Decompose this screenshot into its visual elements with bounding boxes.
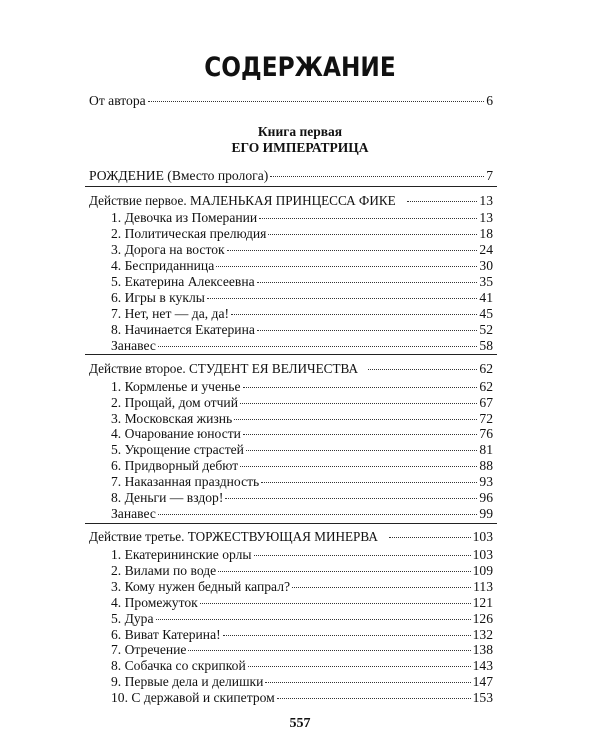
- toc-chapter-label: 6. Игры в куклы: [111, 289, 205, 305]
- leader-dots: [158, 346, 478, 347]
- toc-chapter-label: 1. Кормленье и ученье: [111, 378, 241, 394]
- toc-part-page: 103: [472, 529, 493, 545]
- toc-entry-prologue: [89, 167, 493, 184]
- toc-chapter-page: 72: [479, 410, 493, 426]
- leader-dots: [246, 450, 477, 451]
- toc-chapter: [111, 273, 493, 290]
- toc-chapter: [111, 594, 493, 611]
- toc-chapter-page: 24: [479, 242, 493, 258]
- toc-chapter: [111, 209, 493, 226]
- toc-chapter-page: 103: [472, 547, 493, 562]
- toc-chapter: [111, 689, 493, 706]
- leader-dots: [231, 314, 477, 315]
- toc-chapter-label: 3. Московская жизнь: [111, 410, 233, 426]
- toc-chapter-label: 4. Очарование юности: [111, 426, 241, 442]
- toc-chapter-page: 147: [472, 674, 493, 690]
- toc-chapter: [111, 673, 493, 690]
- toc-chapter-label: 4. Промежуток: [111, 594, 198, 610]
- leader-dots: [292, 587, 471, 588]
- leader-dots: [216, 266, 477, 267]
- book-heading-line2: ЕГО ИМПЕРАТРИЦА: [231, 140, 369, 155]
- toc-chapter-page: 45: [479, 305, 493, 321]
- leader-dots: [225, 498, 477, 499]
- toc-part-page: 13: [479, 192, 493, 208]
- toc-chapter-page: 132: [472, 626, 493, 642]
- toc-chapter-label: 6. Придворный дебют: [111, 458, 239, 474]
- toc-chapter-page: 126: [472, 610, 493, 626]
- leader-dots: [243, 434, 477, 435]
- leader-dots: [223, 635, 471, 636]
- toc-entry-page: 7: [486, 168, 493, 183]
- toc-chapter-page: 99: [479, 505, 493, 521]
- toc-chapter-label: 6. Виват Катерина!: [111, 626, 221, 642]
- leader-dots: [261, 482, 477, 483]
- toc-chapter: [111, 378, 493, 395]
- toc-chapter-label: 1. Екатерининские орлы: [111, 547, 252, 562]
- toc-chapter-label: Занавес: [111, 505, 156, 521]
- toc-chapter: [111, 546, 493, 563]
- toc-chapter: [111, 489, 493, 506]
- toc-chapter: [111, 610, 493, 627]
- toc-chapter-label: 1. Девочка из Померании: [111, 210, 258, 226]
- toc-chapter-page: 121: [472, 594, 493, 610]
- toc-chapter-label: 3. Кому нужен бедный капрал?: [111, 578, 291, 594]
- toc-chapter-label: 2. Вилами по воде: [111, 562, 217, 578]
- toc-chapter-page: 58: [479, 337, 493, 353]
- toc-entry-preface: [89, 92, 493, 109]
- toc-entry-page: 6: [486, 93, 493, 108]
- toc-chapter: [111, 241, 493, 258]
- section-divider: [85, 186, 497, 187]
- toc-chapter-label: 2. Прощай, дом отчий: [111, 394, 238, 410]
- toc-chapter-page: 93: [479, 474, 493, 489]
- toc-chapter: [111, 562, 493, 579]
- leader-dots: [257, 282, 478, 283]
- toc-chapter-label: 8. Собачка со скрипкой: [111, 658, 246, 674]
- toc-chapter-label: 3. Дорога на восток: [111, 242, 225, 258]
- toc-chapter: [111, 578, 493, 595]
- toc-chapter: [111, 473, 493, 490]
- toc-chapter-label: 7. Нет, нет — да, да!: [111, 305, 230, 321]
- toc-chapter-page: 153: [472, 690, 493, 705]
- toc-chapter: [111, 321, 493, 338]
- leader-dots: [257, 330, 478, 331]
- toc-chapter: [111, 441, 493, 458]
- toc-part-1: [89, 192, 493, 209]
- toc-chapter-page: 41: [479, 289, 493, 305]
- toc-part-label: Действие второе. СТУДЕНТ ЕЯ ВЕЛИЧЕСТВА: [89, 360, 359, 376]
- toc-chapter-page: 67: [479, 394, 493, 410]
- page-number: 557: [289, 716, 311, 731]
- leader-dots: [268, 234, 477, 235]
- toc-chapter: [111, 257, 493, 274]
- toc-chapter-label: 8. Деньги — вздор!: [111, 489, 224, 505]
- leader-dots: [200, 603, 471, 604]
- leader-dots: [218, 571, 470, 572]
- leader-dots: [240, 403, 477, 404]
- toc-chapter-label: 5. Дура: [111, 610, 154, 626]
- toc-part-page: 62: [479, 360, 493, 376]
- toc-chapter-page: 143: [472, 658, 493, 674]
- toc-chapter-label: 5. Укрощение страстей: [111, 442, 244, 458]
- toc-entry-label: РОЖДЕНИЕ (Вместо пролога): [89, 168, 269, 183]
- leader-dots: [277, 698, 471, 699]
- leader-dots: [148, 101, 485, 102]
- page-title: СОДЕРЖАНИЕ: [204, 52, 396, 83]
- toc-chapter: [111, 505, 493, 522]
- toc-chapter-page: 35: [479, 274, 493, 289]
- toc-chapter: [111, 337, 493, 354]
- leader-dots: [389, 537, 471, 538]
- toc-chapter-page: 62: [479, 378, 493, 394]
- toc-chapter-page: 13: [479, 210, 493, 226]
- section-divider: [85, 354, 497, 355]
- toc-chapter-page: 88: [479, 458, 493, 474]
- book-heading-line1: Книга первая: [257, 124, 343, 139]
- leader-dots: [234, 419, 477, 420]
- leader-dots: [248, 666, 471, 667]
- leader-dots: [207, 298, 478, 299]
- toc-chapter-label: 9. Первые дела и делишки: [111, 674, 264, 690]
- toc-chapter-label: 7. Наказанная праздность: [111, 474, 260, 489]
- toc-chapter-page: 109: [472, 562, 493, 578]
- toc-chapter: [111, 457, 493, 474]
- leader-dots: [188, 650, 470, 651]
- leader-dots: [265, 682, 470, 683]
- toc-chapter: [111, 641, 493, 658]
- toc-chapter-page: 30: [479, 258, 493, 274]
- toc-chapter: [111, 394, 493, 411]
- toc-part-label: Действие третье. ТОРЖЕСТВУЮЩАЯ МИНЕРВА: [89, 529, 378, 545]
- toc-chapter-label: 8. Начинается Екатерина: [111, 321, 255, 337]
- leader-dots: [240, 466, 477, 467]
- toc-chapter: [111, 425, 493, 442]
- toc-chapter-page: 113: [473, 578, 493, 594]
- toc-part-2: [89, 360, 493, 377]
- toc-part-3: [89, 528, 493, 545]
- toc-chapter: [111, 305, 493, 322]
- toc-chapter: [111, 289, 493, 306]
- leader-dots: [259, 218, 477, 219]
- section-divider: [85, 523, 497, 524]
- toc-chapter-label: 4. Бесприданница: [111, 258, 215, 274]
- toc-chapter-page: 52: [479, 321, 493, 337]
- toc-chapter: [111, 626, 493, 643]
- toc-chapter: [111, 225, 493, 242]
- toc-chapter-label: 7. Отречение: [111, 642, 187, 658]
- toc-chapter-page: 138: [472, 642, 493, 658]
- toc-part-label: Действие первое. МАЛЕНЬКАЯ ПРИНЦЕССА ФИКЕ: [89, 192, 396, 208]
- toc-entry-label: От автора: [89, 93, 146, 108]
- leader-dots: [368, 369, 477, 370]
- toc-chapter-page: 96: [479, 489, 493, 505]
- toc-chapter-page: 81: [479, 442, 493, 458]
- leader-dots: [407, 201, 477, 202]
- leader-dots: [254, 555, 471, 556]
- toc-chapter-label: 10. С державой и скипетром: [111, 690, 275, 705]
- toc-chapter: [111, 410, 493, 427]
- leader-dots: [156, 619, 471, 620]
- toc-chapter-page: 76: [479, 426, 493, 442]
- leader-dots: [270, 176, 484, 177]
- toc-chapter: [111, 657, 493, 674]
- leader-dots: [227, 250, 478, 251]
- toc-chapter-label: 5. Екатерина Алексеевна: [111, 274, 255, 289]
- toc-chapter-label: 2. Политическая прелюдия: [111, 226, 267, 242]
- toc-chapter-label: Занавес: [111, 337, 156, 353]
- leader-dots: [243, 387, 478, 388]
- leader-dots: [158, 514, 478, 515]
- toc-chapter-page: 18: [479, 226, 493, 242]
